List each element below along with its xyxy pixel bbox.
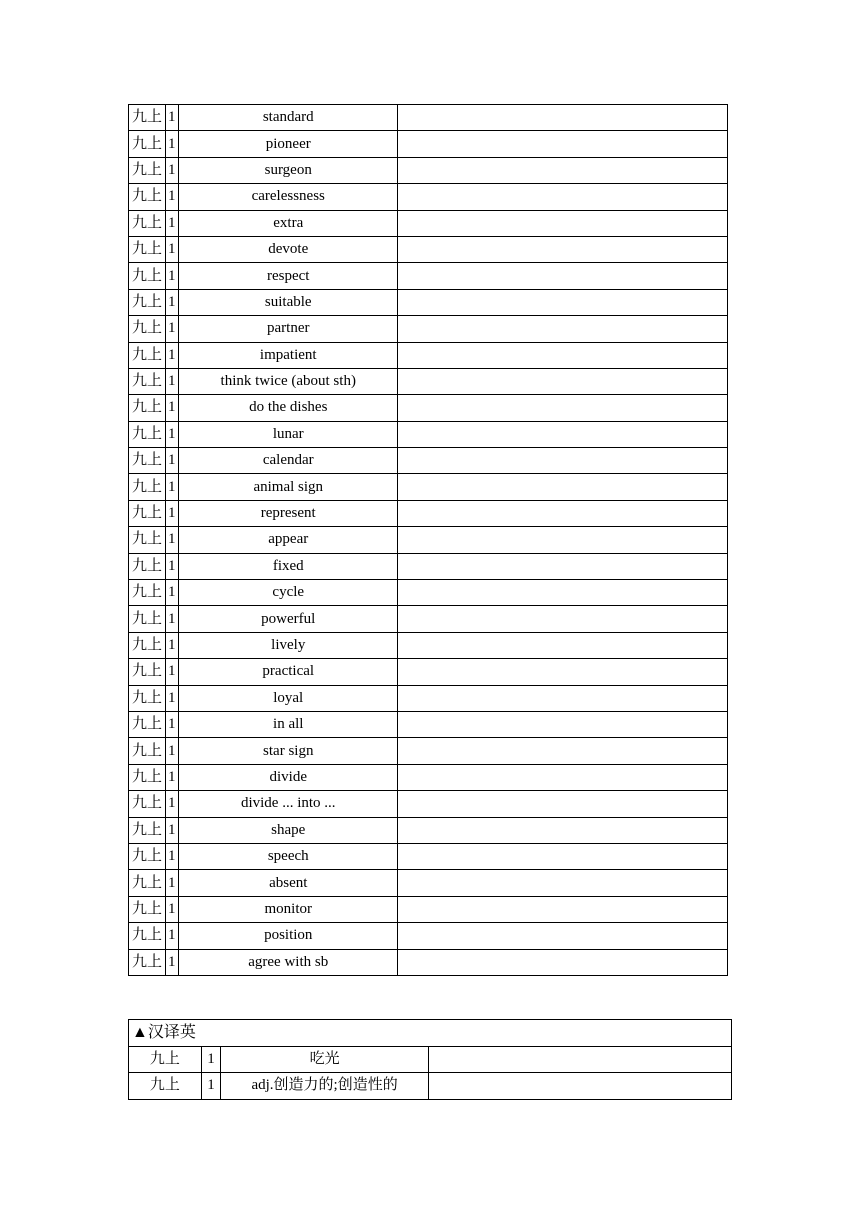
table-row	[129, 474, 728, 500]
grade-cell: 九上	[129, 316, 166, 342]
table-row	[129, 553, 728, 579]
unit-cell: 1	[166, 184, 179, 210]
table-row	[129, 527, 728, 553]
unit-cell: 1	[166, 896, 179, 922]
answer-blank-cell	[428, 1046, 731, 1073]
answer-blank-cell	[398, 474, 728, 500]
answer-blank-cell	[398, 896, 728, 922]
table-row	[129, 711, 728, 737]
table-row	[129, 316, 728, 342]
grade-cell: 九上	[129, 289, 166, 315]
grade-cell: 九上	[129, 632, 166, 658]
unit-cell: 1	[166, 738, 179, 764]
table-row	[129, 210, 728, 236]
table-row	[129, 817, 728, 843]
table-row	[129, 896, 728, 922]
section-heading: ▲汉译英	[129, 1020, 732, 1047]
grade-cell: 九上	[129, 474, 166, 500]
vocab-table-body	[129, 105, 728, 976]
word-cell: divide ... into ...	[179, 791, 398, 817]
word-cell: extra	[179, 210, 398, 236]
answer-blank-cell	[398, 342, 728, 368]
answer-blank-cell	[398, 791, 728, 817]
table-row	[129, 580, 728, 606]
unit-cell: 1	[166, 659, 179, 685]
table-row	[129, 263, 728, 289]
answer-blank-cell	[398, 105, 728, 131]
grade-cell: 九上	[129, 738, 166, 764]
table-row	[129, 659, 728, 685]
unit-cell: 1	[166, 105, 179, 131]
table-row	[129, 157, 728, 183]
word-cell: pioneer	[179, 131, 398, 157]
table-row	[129, 870, 728, 896]
unit-cell: 1	[166, 711, 179, 737]
grade-cell: 九上	[129, 368, 166, 394]
table-row	[129, 791, 728, 817]
table-row	[129, 949, 728, 975]
answer-blank-cell	[398, 632, 728, 658]
grade-cell: 九上	[129, 210, 166, 236]
table-row	[129, 606, 728, 632]
grade-cell: 九上	[129, 764, 166, 790]
unit-cell: 1	[166, 527, 179, 553]
grade-cell: 九上	[129, 527, 166, 553]
grade-cell: 九上	[129, 580, 166, 606]
unit-cell: 1	[166, 368, 179, 394]
word-cell: impatient	[179, 342, 398, 368]
cn-to-en-table	[128, 1019, 732, 1100]
cn-to-en-table-body	[129, 1020, 732, 1100]
answer-blank-cell	[398, 236, 728, 262]
word-cell: shape	[179, 817, 398, 843]
answer-blank-cell	[398, 685, 728, 711]
table-row	[129, 395, 728, 421]
grade-cell: 九上	[129, 870, 166, 896]
answer-blank-cell	[398, 659, 728, 685]
answer-blank-cell	[398, 817, 728, 843]
answer-blank-cell	[398, 711, 728, 737]
answer-blank-cell	[398, 289, 728, 315]
word-cell: represent	[179, 500, 398, 526]
unit-cell: 1	[166, 395, 179, 421]
table-row	[129, 421, 728, 447]
unit-cell: 1	[166, 210, 179, 236]
unit-cell: 1	[201, 1046, 220, 1073]
word-cell: loyal	[179, 685, 398, 711]
word-cell: carelessness	[179, 184, 398, 210]
unit-cell: 1	[166, 817, 179, 843]
answer-blank-cell	[398, 368, 728, 394]
unit-cell: 1	[166, 949, 179, 975]
answer-blank-cell	[398, 210, 728, 236]
unit-cell: 1	[166, 157, 179, 183]
unit-cell: 1	[166, 474, 179, 500]
word-cell: standard	[179, 105, 398, 131]
unit-cell: 1	[166, 843, 179, 869]
word-cell: fixed	[179, 553, 398, 579]
word-cell: divide	[179, 764, 398, 790]
answer-blank-cell	[398, 500, 728, 526]
table-row	[129, 1073, 732, 1100]
grade-cell: 九上	[129, 105, 166, 131]
grade-cell: 九上	[129, 1046, 202, 1073]
answer-blank-cell	[398, 553, 728, 579]
table-row	[129, 236, 728, 262]
table-row	[129, 289, 728, 315]
word-cell: powerful	[179, 606, 398, 632]
word-cell: lunar	[179, 421, 398, 447]
answer-blank-cell	[428, 1073, 731, 1100]
answer-blank-cell	[398, 527, 728, 553]
table-row	[129, 184, 728, 210]
unit-cell: 1	[166, 632, 179, 658]
answer-blank-cell	[398, 870, 728, 896]
grade-cell: 九上	[129, 395, 166, 421]
answer-blank-cell	[398, 316, 728, 342]
grade-cell: 九上	[129, 685, 166, 711]
word-cell: think twice (about sth)	[179, 368, 398, 394]
unit-cell: 1	[166, 553, 179, 579]
table-row	[129, 843, 728, 869]
vocab-table	[128, 104, 728, 976]
unit-cell: 1	[166, 685, 179, 711]
word-cell: devote	[179, 236, 398, 262]
word-cell: respect	[179, 263, 398, 289]
table-row	[129, 368, 728, 394]
word-cell: practical	[179, 659, 398, 685]
unit-cell: 1	[166, 448, 179, 474]
unit-cell: 1	[201, 1073, 220, 1100]
word-cell: in all	[179, 711, 398, 737]
unit-cell: 1	[166, 580, 179, 606]
word-cell: adj.创造力的;创造性的	[221, 1073, 429, 1100]
unit-cell: 1	[166, 289, 179, 315]
word-cell: lively	[179, 632, 398, 658]
grade-cell: 九上	[129, 659, 166, 685]
word-cell: monitor	[179, 896, 398, 922]
word-cell: suitable	[179, 289, 398, 315]
table-row	[129, 1046, 732, 1073]
table-row	[129, 923, 728, 949]
grade-cell: 九上	[129, 896, 166, 922]
table-row	[129, 448, 728, 474]
word-cell: star sign	[179, 738, 398, 764]
unit-cell: 1	[166, 923, 179, 949]
unit-cell: 1	[166, 791, 179, 817]
word-cell: 吃光	[221, 1046, 429, 1073]
grade-cell: 九上	[129, 448, 166, 474]
unit-cell: 1	[166, 342, 179, 368]
word-cell: speech	[179, 843, 398, 869]
answer-blank-cell	[398, 157, 728, 183]
word-cell: cycle	[179, 580, 398, 606]
table-row	[129, 500, 728, 526]
answer-blank-cell	[398, 421, 728, 447]
table-row	[129, 131, 728, 157]
answer-blank-cell	[398, 448, 728, 474]
unit-cell: 1	[166, 236, 179, 262]
answer-blank-cell	[398, 949, 728, 975]
table-row	[129, 105, 728, 131]
grade-cell: 九上	[129, 923, 166, 949]
grade-cell: 九上	[129, 711, 166, 737]
unit-cell: 1	[166, 131, 179, 157]
word-cell: surgeon	[179, 157, 398, 183]
word-cell: appear	[179, 527, 398, 553]
grade-cell: 九上	[129, 342, 166, 368]
answer-blank-cell	[398, 843, 728, 869]
grade-cell: 九上	[129, 553, 166, 579]
table-row	[129, 632, 728, 658]
answer-blank-cell	[398, 263, 728, 289]
answer-blank-cell	[398, 580, 728, 606]
answer-blank-cell	[398, 606, 728, 632]
grade-cell: 九上	[129, 606, 166, 632]
unit-cell: 1	[166, 421, 179, 447]
answer-blank-cell	[398, 923, 728, 949]
grade-cell: 九上	[129, 1073, 202, 1100]
grade-cell: 九上	[129, 817, 166, 843]
grade-cell: 九上	[129, 263, 166, 289]
table-row	[129, 342, 728, 368]
unit-cell: 1	[166, 764, 179, 790]
word-cell: absent	[179, 870, 398, 896]
grade-cell: 九上	[129, 500, 166, 526]
grade-cell: 九上	[129, 791, 166, 817]
grade-cell: 九上	[129, 131, 166, 157]
word-cell: animal sign	[179, 474, 398, 500]
word-cell: agree with sb	[179, 949, 398, 975]
table-row	[129, 738, 728, 764]
grade-cell: 九上	[129, 421, 166, 447]
grade-cell: 九上	[129, 843, 166, 869]
word-cell: partner	[179, 316, 398, 342]
word-cell: do the dishes	[179, 395, 398, 421]
section-heading-row	[129, 1020, 732, 1047]
answer-blank-cell	[398, 764, 728, 790]
answer-blank-cell	[398, 131, 728, 157]
word-cell: position	[179, 923, 398, 949]
unit-cell: 1	[166, 870, 179, 896]
answer-blank-cell	[398, 738, 728, 764]
grade-cell: 九上	[129, 184, 166, 210]
answer-blank-cell	[398, 184, 728, 210]
unit-cell: 1	[166, 316, 179, 342]
grade-cell: 九上	[129, 157, 166, 183]
unit-cell: 1	[166, 263, 179, 289]
word-cell: calendar	[179, 448, 398, 474]
answer-blank-cell	[398, 395, 728, 421]
unit-cell: 1	[166, 606, 179, 632]
grade-cell: 九上	[129, 949, 166, 975]
grade-cell: 九上	[129, 236, 166, 262]
unit-cell: 1	[166, 500, 179, 526]
table-row	[129, 685, 728, 711]
table-row	[129, 764, 728, 790]
